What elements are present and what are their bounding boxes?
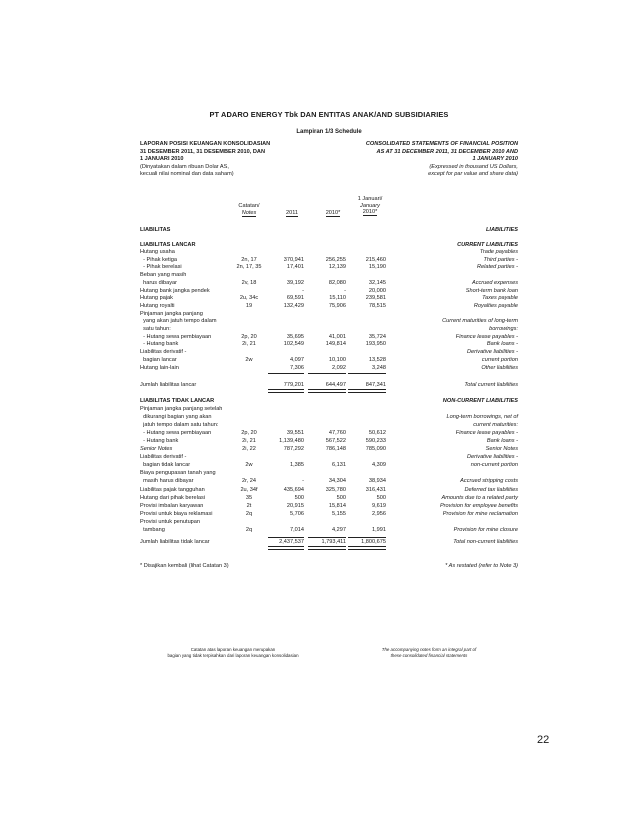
total-current-liabilities-row bbox=[140, 382, 518, 389]
value-2010: 15,110 bbox=[329, 295, 346, 302]
table-row bbox=[140, 430, 518, 437]
section-label-id: LIABILITAS TIDAK LANCAR bbox=[140, 398, 215, 404]
row-label-en: Bank loans - bbox=[486, 438, 518, 445]
note-ref: 2n, 17, 35 bbox=[236, 264, 262, 271]
value-2010: 75,906 bbox=[328, 302, 346, 309]
table-row bbox=[140, 349, 518, 356]
notes-column-header bbox=[232, 203, 266, 217]
value-jan-2010: 2,956 bbox=[372, 510, 386, 517]
value-2010: 5,155 bbox=[332, 510, 346, 517]
notes-header-line: Catatan/ bbox=[238, 203, 260, 209]
row-label-id: - Hutang sewa pembiayaan bbox=[140, 430, 212, 437]
value-2011: 7,014 bbox=[290, 526, 304, 533]
value-2011: 1,139,480 bbox=[279, 438, 304, 445]
note-ref: 2i, 22 bbox=[242, 446, 256, 453]
value-jan-2010: 20,000 bbox=[368, 287, 386, 294]
row-label-en: Senior Notes bbox=[485, 446, 518, 453]
row-label-id: Provisi imbalan karyawan bbox=[140, 502, 204, 509]
value-jan-2010: 193,950 bbox=[365, 341, 386, 348]
note-ref: 2r, 24 bbox=[242, 478, 256, 485]
table-row bbox=[140, 264, 518, 271]
title-id-line: LAPORAN POSISI KEUANGAN KONSOLIDASIAN bbox=[140, 141, 271, 147]
table-row bbox=[140, 341, 518, 348]
value-jan-2010: 35,724 bbox=[368, 333, 386, 340]
value-2011: 17,401 bbox=[286, 264, 304, 271]
value-2011: 435,694 bbox=[283, 486, 304, 493]
table-row bbox=[140, 454, 518, 461]
row-label-id: - Hutang bank bbox=[140, 438, 179, 445]
note-ref: 2i, 21 bbox=[242, 341, 256, 348]
row-label-id: Jumlah liabilitas lancar bbox=[140, 382, 197, 388]
value-jan-2010: 78,515 bbox=[368, 302, 386, 309]
value-jan-2010: 13,528 bbox=[368, 356, 386, 363]
section-liabilities bbox=[140, 227, 518, 234]
row-label-en: Accrued stripping costs bbox=[460, 478, 518, 485]
value-2010: 2,092 bbox=[332, 364, 346, 371]
subtotal-line bbox=[308, 373, 346, 374]
subtotal-line bbox=[308, 537, 346, 538]
table-row bbox=[140, 438, 518, 445]
subtotal-line bbox=[268, 373, 304, 374]
row-label-id: Jumlah liabilitas tidak lancar bbox=[140, 539, 210, 545]
row-label-id: - Hutang sewa pembiayaan bbox=[140, 333, 212, 340]
row-label-id: Liabilitas pajak tangguhan bbox=[140, 486, 205, 493]
value-2010: 500 bbox=[336, 494, 346, 501]
note-ref: 2p, 20 bbox=[241, 333, 257, 340]
row-label-en: Finance lease payables - bbox=[455, 430, 518, 437]
jan-2010-header bbox=[354, 196, 386, 216]
row-label-id: Liabilitas derivatif - bbox=[140, 349, 187, 356]
row-label-en: Other liabilities bbox=[481, 364, 518, 371]
value-2011: 5,706 bbox=[290, 510, 304, 517]
table-row bbox=[140, 478, 518, 485]
table-row bbox=[140, 295, 518, 302]
row-label-en: non-current portion bbox=[470, 462, 518, 469]
row-label-en: Finance lease payables - bbox=[455, 333, 518, 340]
value-jan-2010: 32,145 bbox=[368, 279, 386, 286]
row-label-en: Amounts due to a related party bbox=[441, 494, 518, 501]
note-ref: 2p, 20 bbox=[241, 430, 257, 437]
page-number: 22 bbox=[537, 734, 550, 746]
jan-header-line: 1 Januari/ bbox=[357, 196, 383, 202]
row-label-id: - Pihak ketiga bbox=[140, 256, 177, 263]
total-double-line bbox=[348, 389, 386, 393]
row-label-en: current portion bbox=[481, 356, 518, 363]
table-row bbox=[140, 495, 518, 502]
value-2010: 6,131 bbox=[332, 462, 346, 469]
restated-footnote-id: * Disajikan kembali (lihat Catatan 3) bbox=[140, 563, 229, 569]
note-ref: 2t bbox=[246, 502, 252, 509]
row-label-en: Trade payables bbox=[479, 249, 518, 255]
table-row bbox=[140, 318, 518, 325]
total-noncurrent-liabilities-row bbox=[140, 539, 518, 546]
table-row bbox=[140, 311, 518, 318]
row-label-en: Provision for employee benefits bbox=[439, 502, 518, 509]
title-id-line: 1 JANUARI 2010 bbox=[140, 156, 184, 163]
row-label-id: bagian lancar bbox=[140, 356, 177, 363]
row-label-id: tambang bbox=[140, 526, 165, 533]
title-en-line: AS AT 31 DECEMBER 2011, 31 DECEMBER 2010 AND bbox=[376, 148, 518, 155]
value-2011: 132,429 bbox=[283, 302, 304, 309]
row-label-id: Liabilitas derivatif - bbox=[140, 454, 187, 461]
note-ref: 2w bbox=[245, 462, 253, 469]
value-jan-2010: 15,190 bbox=[368, 264, 386, 271]
table-row bbox=[140, 422, 518, 429]
row-label-id: Pinjaman jangka panjang setelah bbox=[140, 406, 223, 412]
notes-statement-en bbox=[354, 647, 504, 659]
value-2011: 2,437,537 bbox=[279, 539, 304, 545]
note-ref: 35 bbox=[245, 494, 253, 501]
row-label-id: Hutang royalti bbox=[140, 302, 175, 309]
value-jan-2010: 785,090 bbox=[365, 446, 386, 453]
row-label-en: Third parties - bbox=[483, 256, 518, 263]
row-label-id: - Hutang bank bbox=[140, 341, 179, 348]
value-jan-2010: 215,460 bbox=[365, 256, 386, 263]
table-row bbox=[140, 487, 518, 494]
row-label-en: Current maturities of long-term bbox=[442, 318, 518, 325]
row-label-id: satu tahun: bbox=[140, 326, 171, 332]
row-label-id: dikurangi bagian yang akan bbox=[140, 414, 212, 421]
row-label-id: Hutang bank jangka pendek bbox=[140, 287, 210, 294]
value-2010: 10,100 bbox=[328, 356, 346, 363]
title-id-line: 31 DESEMBER 2011, 31 DESEMBER 2010, DAN bbox=[140, 148, 265, 155]
note-ref: 2q bbox=[245, 510, 253, 517]
row-label-en: Derivative liabilities - bbox=[467, 349, 518, 356]
note-ref: 2n, 17 bbox=[241, 256, 257, 263]
value-2011: - bbox=[302, 287, 304, 294]
value-jan-2010: 316,431 bbox=[365, 486, 386, 493]
table-row bbox=[140, 519, 518, 526]
year-2011-label: 2011 bbox=[285, 210, 299, 216]
value-jan-2010: 1,991 bbox=[372, 526, 386, 533]
row-label-en: Derivative liabilities - bbox=[467, 454, 518, 461]
row-label-id: Hutang dari pihak berelasi bbox=[140, 494, 205, 501]
table-row bbox=[140, 303, 518, 310]
table-row bbox=[140, 503, 518, 510]
section-label-id: LIABILITAS bbox=[140, 227, 171, 233]
footer-line: these consolidated financial statements bbox=[390, 653, 468, 658]
value-jan-2010: 847,341 bbox=[365, 382, 386, 388]
value-2011: 69,591 bbox=[286, 295, 304, 302]
row-label-id: yang akan jatuh tempo dalam bbox=[140, 318, 217, 325]
total-double-line bbox=[308, 546, 346, 550]
value-2010: 256,255 bbox=[325, 256, 346, 263]
row-label-id: Beban yang masih bbox=[140, 272, 187, 279]
value-2010: 15,814 bbox=[328, 502, 346, 509]
value-2010: 34,304 bbox=[328, 478, 346, 485]
row-label-id: Hutang usaha bbox=[140, 249, 175, 255]
value-jan-2010: 4,309 bbox=[372, 462, 386, 469]
section-label-en: LIABILITIES bbox=[485, 227, 518, 233]
value-jan-2010: 1,800,675 bbox=[361, 539, 386, 545]
row-label-en: Short-term bank loan bbox=[465, 287, 518, 294]
title-en-line: (Expressed in thousand US Dollars, bbox=[429, 163, 518, 170]
title-en-line: CONSOLIDATED STATEMENTS OF FINANCIAL POSITION bbox=[365, 141, 518, 147]
row-label-id: Hutang lain-lain bbox=[140, 364, 179, 371]
subtotal-line bbox=[268, 537, 304, 538]
value-2011: 370,941 bbox=[283, 256, 304, 263]
subtotal-line bbox=[348, 373, 386, 374]
row-label-en: Deferred tax liabilities bbox=[464, 486, 518, 493]
company-title: PT ADARO ENERGY Tbk DAN ENTITAS ANAK/AND SUBSIDIARIES bbox=[209, 110, 449, 119]
note-ref: 2u, 34c bbox=[239, 295, 259, 302]
total-double-line bbox=[268, 546, 304, 550]
row-label-id: jatuh tempo dalam satu tahun: bbox=[140, 422, 219, 429]
note-ref: 19 bbox=[245, 302, 253, 309]
section-noncurrent-liabilities bbox=[140, 398, 518, 405]
value-jan-2010: 3,248 bbox=[372, 364, 386, 371]
value-2010: 567,522 bbox=[325, 438, 346, 445]
notes-header-line: Notes bbox=[241, 209, 257, 216]
table-row bbox=[140, 406, 518, 413]
table-row bbox=[140, 257, 518, 264]
value-jan-2010: 500 bbox=[376, 494, 386, 501]
row-label-en: Royalties payable bbox=[473, 302, 518, 309]
value-jan-2010: 50,612 bbox=[368, 430, 386, 437]
value-2010: 325,780 bbox=[325, 486, 346, 493]
table-row bbox=[140, 272, 518, 279]
value-2011: 500 bbox=[294, 494, 304, 501]
value-2011: 35,695 bbox=[286, 333, 304, 340]
note-ref: 2i, 21 bbox=[242, 438, 256, 445]
table-row bbox=[140, 446, 518, 453]
table-row bbox=[140, 462, 518, 469]
table-row bbox=[140, 470, 518, 477]
value-2010: 4,297 bbox=[332, 526, 346, 533]
note-ref: 2w bbox=[245, 356, 253, 363]
value-2011: 39,551 bbox=[286, 430, 304, 437]
table-row bbox=[140, 249, 518, 256]
row-label-en: Taxes payable bbox=[482, 295, 518, 302]
statement-title-id bbox=[140, 141, 318, 179]
jan-header-line: January bbox=[360, 202, 380, 209]
value-2010: 786,148 bbox=[325, 446, 346, 453]
footer-line: The accompanying notes form an integral part of bbox=[381, 647, 477, 652]
schedule-label: Lampiran 1/3 Schedule bbox=[296, 129, 362, 135]
value-2011: 787,292 bbox=[283, 446, 304, 453]
value-2011: - bbox=[302, 478, 304, 485]
row-label-en: borrowings: bbox=[489, 326, 518, 332]
statement-title-en bbox=[318, 141, 518, 179]
subtotal-line bbox=[348, 537, 386, 538]
section-label-en: CURRENT LIABILITIES bbox=[457, 242, 518, 248]
row-label-id: bagian tidak lancar bbox=[140, 462, 191, 469]
value-2010: 47,760 bbox=[328, 430, 346, 437]
table-row bbox=[140, 357, 518, 364]
row-label-id: masih harus dibayar bbox=[140, 478, 194, 485]
note-ref: 2v, 18 bbox=[241, 279, 257, 286]
table-row bbox=[140, 288, 518, 295]
value-2011: 4,097 bbox=[290, 356, 304, 363]
table-row bbox=[140, 527, 518, 534]
year-2010-header bbox=[320, 210, 346, 217]
row-label-en: Total current liabilities bbox=[464, 382, 518, 388]
year-2011-header bbox=[280, 210, 304, 217]
note-ref: 2u, 34f bbox=[240, 486, 258, 493]
value-2010: 12,139 bbox=[328, 264, 346, 271]
row-label-id: Hutang pajak bbox=[140, 295, 173, 302]
value-2010: 1,793,411 bbox=[321, 539, 346, 545]
row-label-en: Provision for mine reclamation bbox=[442, 510, 518, 517]
row-label-en: Related parties - bbox=[476, 264, 518, 271]
table-row bbox=[140, 414, 518, 421]
value-2010: 41,001 bbox=[328, 333, 346, 340]
row-label-id: Pinjaman jangka panjang bbox=[140, 310, 203, 317]
row-label-id: - Pihak berelasi bbox=[140, 264, 182, 271]
total-double-line bbox=[348, 546, 386, 550]
row-label-id: Senior Notes bbox=[140, 446, 173, 453]
total-double-line bbox=[268, 389, 304, 393]
footer-line: bagian yang tidak terpisahkan dari laporan keuangan konsolidasian bbox=[167, 653, 299, 658]
table-row bbox=[140, 326, 518, 333]
row-label-en: Accrued expenses bbox=[471, 279, 518, 286]
value-jan-2010: 590,233 bbox=[365, 438, 386, 445]
row-label-id: harus dibayar bbox=[140, 279, 178, 286]
row-label-en: Provision for mine closure bbox=[453, 526, 518, 533]
value-jan-2010: 239,581 bbox=[365, 295, 386, 302]
section-label-id: LIABILITAS LANCAR bbox=[140, 242, 196, 248]
value-2011: 39,192 bbox=[286, 279, 304, 286]
value-2010: - bbox=[344, 287, 346, 294]
jan-header-line: 2010* bbox=[362, 209, 378, 216]
value-2010: 149,814 bbox=[325, 341, 346, 348]
row-label-id: Biaya pengupasan tanah yang bbox=[140, 470, 216, 477]
value-jan-2010: 9,619 bbox=[372, 502, 386, 509]
row-label-en: Total non-current liabilities bbox=[453, 539, 518, 545]
title-en-line: 1 JANUARY 2010 bbox=[472, 156, 518, 163]
row-label-en: Bank loans - bbox=[486, 341, 518, 348]
row-label-id: Provisi untuk penutupan bbox=[140, 518, 201, 525]
value-2011: 7,306 bbox=[290, 364, 304, 371]
value-2010: 82,080 bbox=[328, 279, 346, 286]
footer-line: Catatan atas laporan keuangan merupakan bbox=[190, 647, 276, 652]
restated-footnote-en: * As restated (refer to Note 3) bbox=[445, 563, 518, 569]
row-label-en: Long-term borrowings, net of bbox=[446, 414, 518, 421]
value-2010: 644,497 bbox=[325, 382, 346, 388]
notes-statement-id bbox=[158, 647, 308, 659]
value-2011: 779,201 bbox=[283, 382, 304, 388]
row-label-id: Provisi untuk biaya reklamasi bbox=[140, 510, 213, 517]
section-current-liabilities bbox=[140, 242, 518, 249]
total-double-line bbox=[308, 389, 346, 393]
value-2011: 20,915 bbox=[286, 502, 304, 509]
title-id-line: kecuali nilai nominal dan data saham) bbox=[140, 171, 234, 178]
value-jan-2010: 38,934 bbox=[368, 478, 386, 485]
title-en-line: except for par value and share data) bbox=[428, 171, 518, 178]
section-label-en: NON-CURRENT LIABILITIES bbox=[442, 398, 518, 404]
note-ref: 2q bbox=[245, 526, 253, 533]
table-row bbox=[140, 280, 518, 287]
value-2011: 102,549 bbox=[283, 341, 304, 348]
table-row bbox=[140, 365, 518, 372]
title-id-line: (Dinyatakan dalam ribuan Dolar AS, bbox=[140, 163, 229, 170]
row-label-en: current maturities: bbox=[473, 422, 518, 429]
table-row bbox=[140, 334, 518, 341]
year-2010-label: 2010* bbox=[325, 210, 341, 216]
table-row bbox=[140, 511, 518, 518]
value-2011: 1,385 bbox=[290, 462, 304, 469]
